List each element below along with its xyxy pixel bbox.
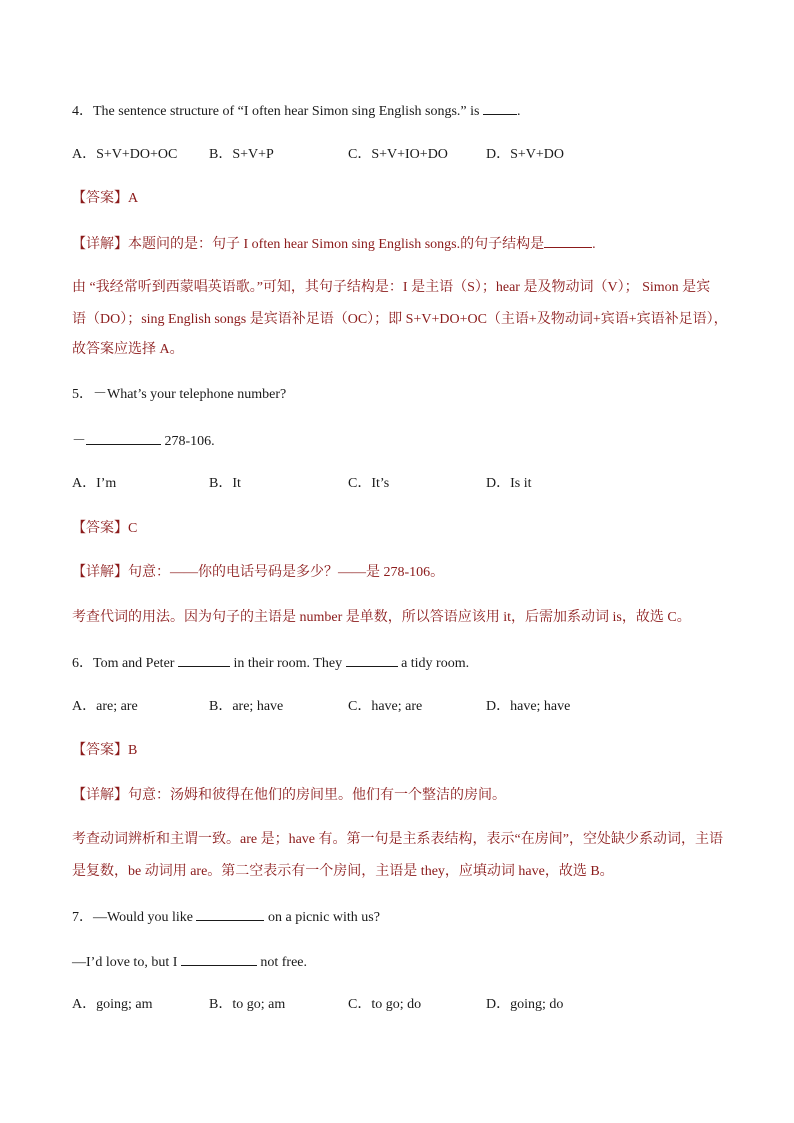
- q5-answer: 【答案】C: [72, 521, 138, 536]
- q5-response: － 278-106.: [72, 430, 215, 452]
- q7-option-a: A．going; am: [72, 997, 153, 1012]
- q5-option-d: D．Is it: [486, 476, 532, 491]
- q7-response: —I’d love to, but I not free.: [72, 951, 307, 973]
- q4-stem: 4．The sentence structure of “I often hear Simon sing English songs.” is .: [72, 100, 520, 122]
- q4-explanation-line2: 语（DO）；sing English songs 是宾语补足语（OC）；即 S+V+DO+OC（主语+及物动词+宾语+宾语补足语），: [72, 312, 728, 327]
- q5-stem: 5．－What’s your telephone number?: [72, 387, 287, 402]
- q4-answer: 【答案】A: [72, 191, 139, 206]
- q6-blank-1: [178, 652, 230, 667]
- q5-option-a: A．I’m: [72, 476, 117, 491]
- q4-explanation-line1: 由 “我经常听到西蒙唱英语歌。”可知，其句子结构是：I 是主语（S）；hear 是及物动词（V）； Simon 是宾: [72, 280, 711, 295]
- q6-option-c: C．have; are: [348, 699, 423, 714]
- q6-explanation-line2: 是复数，be 动词用 are。第二空表示有一个房间，主语是 they，应填动词 have，故选 B。: [72, 864, 614, 879]
- q6-blank-2: [346, 652, 398, 667]
- q6-explanation-line1: 考查动词辨析和主谓一致。are 是；have 有。第一句是主系表结构，表示“在房间”，空处缺少系动词，主语: [72, 832, 723, 847]
- q6-option-a: A．are; are: [72, 699, 138, 714]
- q6-option-b: B．are; have: [209, 699, 284, 714]
- q4-detail: 【详解】本题问的是：句子 I often hear Simon sing English songs.的句子结构是 .: [72, 233, 596, 255]
- q7-option-c: C．to go; do: [348, 997, 422, 1012]
- q7-blank-1: [196, 906, 264, 921]
- q6-option-d: D．have; have: [486, 699, 571, 714]
- q4-option-a: A．S+V+DO+OC: [72, 147, 178, 162]
- q7-stem: 7．—Would you like on a picnic with us?: [72, 906, 380, 928]
- q4-option-d: D．S+V+DO: [486, 147, 565, 162]
- q6-detail: 【详解】句意：汤姆和彼得在他们的房间里。他们有一个整洁的房间。: [72, 788, 506, 803]
- q7-option-b: B．to go; am: [209, 997, 286, 1012]
- q5-detail: 【详解】句意：——你的电话号码是多少？——是 278-106。: [72, 565, 445, 580]
- q7-blank-2: [181, 951, 257, 966]
- q6-answer: 【答案】B: [72, 743, 138, 758]
- q7-option-d: D．going; do: [486, 997, 564, 1012]
- q5-explanation: 考查代词的用法。因为句子的主语是 number 是单数，所以答语应该用 it，后需加系动词 is，故选 C。: [72, 610, 691, 625]
- q4-option-b: B．S+V+P: [209, 147, 274, 162]
- q4-blank: [483, 100, 517, 115]
- q6-stem: 6．Tom and Peter in their room. They a tidy room.: [72, 652, 469, 674]
- q5-option-b: B．It: [209, 476, 241, 491]
- q4-explanation-line3: 故答案应选择 A。: [72, 342, 184, 357]
- q4-option-c: C．S+V+IO+DO: [348, 147, 448, 162]
- q5-option-c: C．It’s: [348, 476, 390, 491]
- q4-detail-blank: [544, 233, 592, 248]
- q5-blank: [86, 430, 161, 445]
